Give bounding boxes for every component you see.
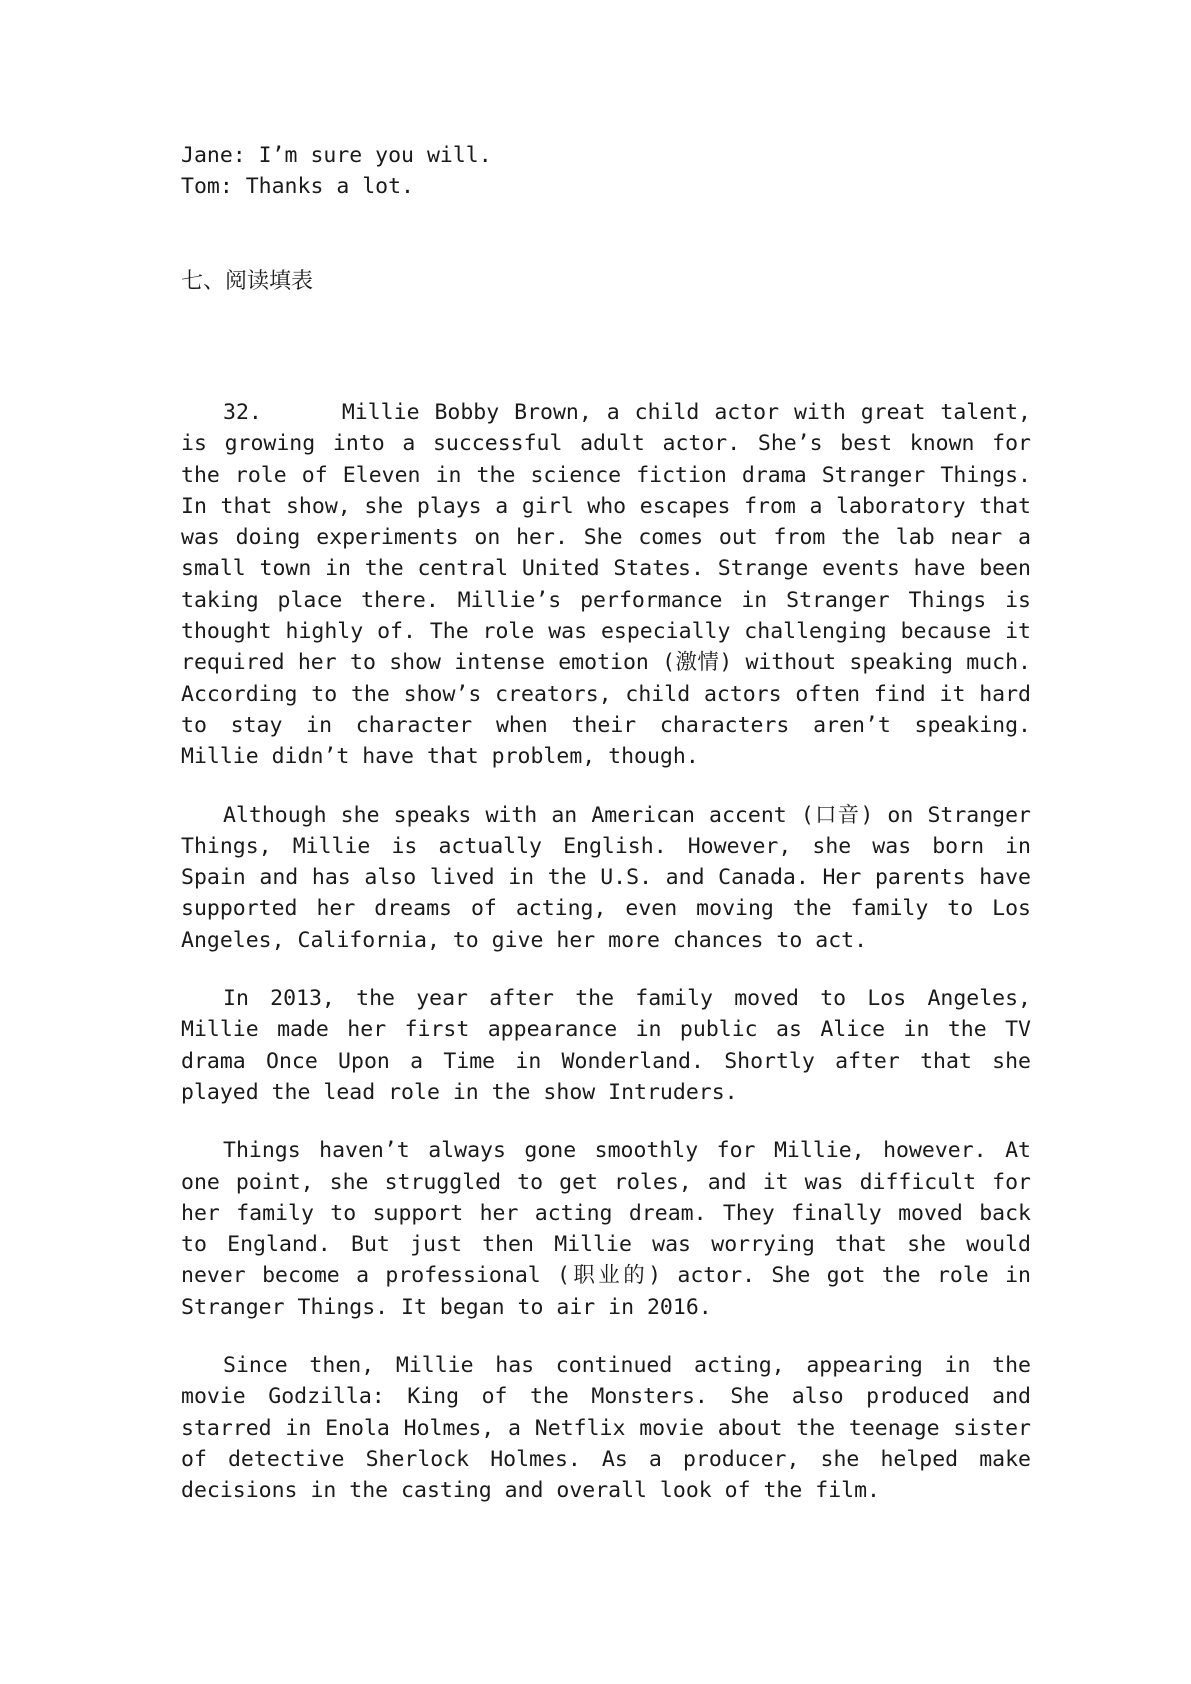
- paragraph-text: Although she speaks with an American accent (口音) on Stranger Things, Millie is actually English. However, she was born in Spain and has also lived in the U.S. and Canada. Her parents have supported her dreams of acting, even moving the family to Los Angeles, California, to give her more chances to act.: [181, 802, 1031, 953]
- passage-paragraph-5: [181, 1350, 1031, 1506]
- question-number: 32.: [223, 400, 262, 425]
- paragraph-text: In 2013, the year after the family moved to Los Angeles, Millie made her first appearance in public as Alice in the TV drama Once Upon a Time in Wonderland. Shortly after that she played the lead role in the show Intruders.: [181, 986, 1031, 1105]
- passage-paragraph-4: [181, 1135, 1031, 1323]
- dialogue-block: [181, 140, 1031, 202]
- document-page: [181, 140, 1031, 1507]
- passage-paragraph-3: [181, 983, 1031, 1108]
- paragraph-text: Millie Bobby Brown, a child actor with great talent, is growing into a successful adult actor. She’s best known for the role of Eleven in the science fiction drama Stranger Things. In that show, she plays a girl who escapes from a laboratory that was doing experiments on her. She comes out from the lab near a small town in the central United States. Strange events have been taking place there. Millie’s performance in Stranger Things is thought highly of. The role was especially challenging because it required her to show intense emotion (激情) without speaking much. According to the show’s creators, child actors often find it hard to stay in character when their characters aren’t speaking. Millie didn’t have that problem, though.: [181, 400, 1031, 770]
- passage-paragraph-2: [181, 800, 1031, 956]
- passage-paragraph-1: [181, 397, 1031, 773]
- section-heading: 七、阅读填表: [181, 269, 314, 294]
- dialogue-line-jane: Jane: I’m sure you will.: [181, 143, 492, 168]
- paragraph-text: Since then, Millie has continued acting, appearing in the movie Godzilla: King of the Monsters. She also produced and starred in Enola Holmes, a Netflix movie about the teenage sister of detective Sherlock Holmes. As a producer, she helped make decisions in the casting and overall look of the film.: [181, 1353, 1031, 1504]
- dialogue-line-tom: Tom: Thanks a lot.: [181, 174, 414, 199]
- reading-passage: [181, 397, 1031, 1507]
- paragraph-text: Things haven’t always gone smoothly for Millie, however. At one point, she struggled to get roles, and it was difficult for her family to support her acting dream. They finally moved back to England. But just then Millie was worrying that she would never become a professional (职业的) actor. She got the role in Stranger Things. It began to air in 2016.: [181, 1138, 1031, 1320]
